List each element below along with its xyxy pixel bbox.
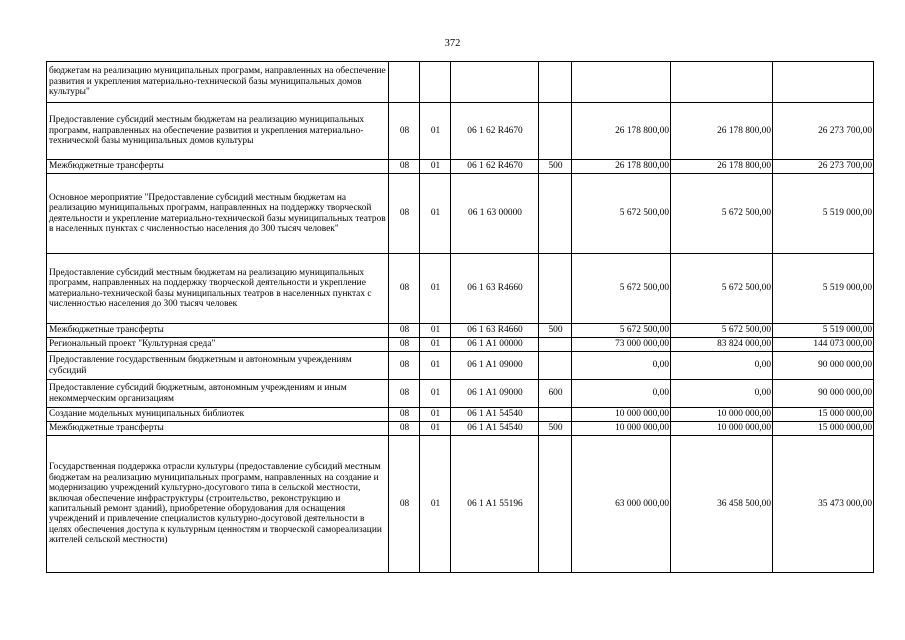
row-target-code: 06 1 A1 09000 [451,352,539,380]
row-amount-2: 26 178 800,00 [671,160,773,174]
table-row [47,62,874,103]
row-expense-type [539,352,572,380]
row-amount-3: 5 519 000,00 [773,254,874,324]
row-amount-3: 90 000 000,00 [773,352,874,380]
row-subsection: 01 [420,422,451,436]
row-name: Предоставление субсидий местным бюджетам на реализацию муниципальных программ, направленных на обеспечение развития и укрепления материально-технической базы муниципальных домов культуры [47,103,389,160]
row-name: бюджетам на реализацию муниципальных программ, направленных на обеспечение развития и укрепления материально-технической базы муниципальных домов культуры" [47,62,389,103]
row-expense-type [539,254,572,324]
row-name: Основное мероприятие "Предоставление субсидий местным бюджетам на реализацию муниципальных программ, направленных на поддержку творческой деятельности и укрепление материально-технической базы муниципальных театров в населенных пунктах с численностью населения до 300 тысяч человек" [47,174,389,254]
row-section [389,62,420,103]
table-row [47,408,874,422]
row-target-code [451,62,539,103]
row-expense-type [539,436,572,573]
row-expense-type [539,338,572,352]
row-amount-1: 0,00 [572,352,671,380]
row-amount-2: 10 000 000,00 [671,422,773,436]
row-section: 08 [389,408,420,422]
row-amount-2: 36 458 500,00 [671,436,773,573]
row-section: 08 [389,324,420,338]
row-target-code: 06 1 63 00000 [451,174,539,254]
row-expense-type: 500 [539,422,572,436]
row-name: Предоставление государственным бюджетным и автономным учреждениям субсидий [47,352,389,380]
row-amount-1: 0,00 [572,380,671,408]
row-subsection: 01 [420,174,451,254]
row-amount-3: 5 519 000,00 [773,324,874,338]
row-expense-type [539,408,572,422]
row-amount-1 [572,62,671,103]
row-amount-1: 5 672 500,00 [572,324,671,338]
row-target-code: 06 1 63 R4660 [451,324,539,338]
row-section: 08 [389,174,420,254]
row-target-code: 06 1 A1 55196 [451,436,539,573]
row-subsection: 01 [420,352,451,380]
table-row [47,380,874,408]
row-amount-3: 5 519 000,00 [773,174,874,254]
row-subsection: 01 [420,338,451,352]
table-row [47,436,874,573]
budget-table [46,61,874,573]
row-amount-2 [671,62,773,103]
row-amount-2: 10 000 000,00 [671,408,773,422]
row-amount-1: 5 672 500,00 [572,254,671,324]
row-section: 08 [389,380,420,408]
row-expense-type [539,62,572,103]
row-amount-2: 83 824 000,00 [671,338,773,352]
row-amount-1: 5 672 500,00 [572,174,671,254]
row-amount-3: 15 000 000,00 [773,422,874,436]
row-target-code: 06 1 62 R4670 [451,160,539,174]
row-subsection: 01 [420,254,451,324]
table-row [47,422,874,436]
table-row [47,352,874,380]
row-expense-type: 500 [539,324,572,338]
row-name: Межбюджетные трансферты [47,324,389,338]
row-section: 08 [389,422,420,436]
row-subsection: 01 [420,103,451,160]
table-row [47,160,874,174]
row-section: 08 [389,352,420,380]
row-subsection: 01 [420,380,451,408]
row-amount-1: 26 178 800,00 [572,160,671,174]
table-row [47,324,874,338]
row-target-code: 06 1 A1 54540 [451,408,539,422]
row-amount-3: 26 273 700,00 [773,103,874,160]
row-target-code: 06 1 A1 54540 [451,422,539,436]
row-subsection: 01 [420,324,451,338]
row-section: 08 [389,436,420,573]
row-amount-2: 5 672 500,00 [671,174,773,254]
row-name: Межбюджетные трансферты [47,422,389,436]
row-amount-2: 5 672 500,00 [671,254,773,324]
row-target-code: 06 1 62 R4670 [451,103,539,160]
row-target-code: 06 1 A1 09000 [451,380,539,408]
table-row [47,103,874,160]
row-target-code: 06 1 A1 00000 [451,338,539,352]
table-row [47,338,874,352]
row-amount-2: 5 672 500,00 [671,324,773,338]
row-amount-1: 73 000 000,00 [572,338,671,352]
row-subsection [420,62,451,103]
row-amount-1: 26 178 800,00 [572,103,671,160]
row-amount-3: 90 000 000,00 [773,380,874,408]
row-expense-type: 600 [539,380,572,408]
row-expense-type [539,174,572,254]
row-target-code: 06 1 63 R4660 [451,254,539,324]
row-section: 08 [389,254,420,324]
row-name: Государственная поддержка отрасли культуры (предоставление субсидий местным бюджетам на реализацию муниципальных программ, направленных на создание и модернизацию учреждений культурно-досугового типа в сельской местности, включая обеспечение инфраструктуры (строительство, реконструкцию и капитальный ремонт зданий), приобретение оборудования для оснащения учреждений и привлечение специалистов культурно-досуговой деятельности в целях обеспечения доступа к культурным ценностям и творческой самореализации жителей сельской местности) [47,436,389,573]
row-section: 08 [389,160,420,174]
row-amount-1: 10 000 000,00 [572,408,671,422]
row-expense-type [539,103,572,160]
row-amount-1: 10 000 000,00 [572,422,671,436]
row-name: Региональный проект "Культурная среда" [47,338,389,352]
row-subsection: 01 [420,160,451,174]
table-row [47,254,874,324]
page-number: 372 [444,38,461,49]
row-amount-3: 26 273 700,00 [773,160,874,174]
row-name: Межбюджетные трансферты [47,160,389,174]
row-section: 08 [389,103,420,160]
row-amount-3: 35 473 000,00 [773,436,874,573]
row-name: Создание модельных муниципальных библиотек [47,408,389,422]
table-row [47,174,874,254]
row-name: Предоставление субсидий бюджетным, автономным учреждениям и иным некоммерческим организациям [47,380,389,408]
row-amount-3: 144 073 000,00 [773,338,874,352]
row-amount-3 [773,62,874,103]
row-subsection: 01 [420,408,451,422]
row-amount-1: 63 000 000,00 [572,436,671,573]
row-subsection: 01 [420,436,451,573]
row-amount-3: 15 000 000,00 [773,408,874,422]
row-name: Предоставление субсидий местным бюджетам на реализацию муниципальных программ, направленных на поддержку творческой деятельности и укрепление материально-технической базы муниципальных театров в населенных пунктах с численностью населения до 300 тысяч человек [47,254,389,324]
row-amount-2: 0,00 [671,380,773,408]
row-amount-2: 26 178 800,00 [671,103,773,160]
row-section: 08 [389,338,420,352]
row-amount-2: 0,00 [671,352,773,380]
row-expense-type: 500 [539,160,572,174]
